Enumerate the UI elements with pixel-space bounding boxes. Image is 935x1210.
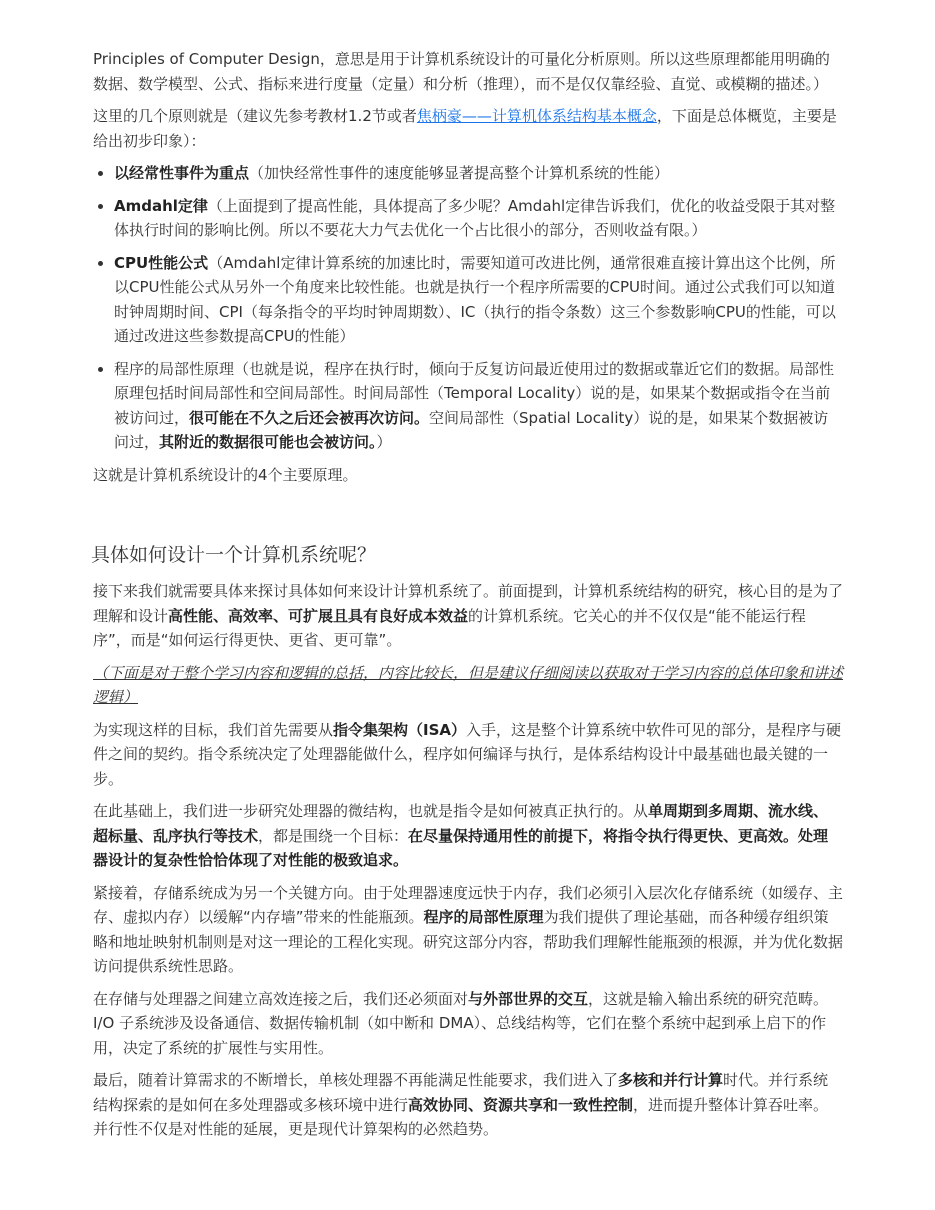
- principles-list: [93, 161, 843, 455]
- section-paragraph-parallel: 最后，随着计算需求的不断增长，单核处理器不再能满足性能要求，我们进入了多核和并行计算时代。并行系统结构探索的是如何在多处理器或多核环境中进行高效协同、资源共享和一致性控制，进而提升整体计算吞吐率。并行性不仅是对性能的延展，更是现代计算架构的必然趋势。: [93, 1071, 829, 1138]
- summary-paragraph: 这就是计算机系统设计的4个主要原理。: [93, 465, 358, 484]
- list-item: • Amdahl定律（上面提到了提高性能，具体提高了多少呢？Amdahl定律告诉我们，优化的收益受限于其对整体执行时间的影响比例。所以不要花大力气去优化一个占比很小的部分，否则收益有限。）: [114, 194, 843, 243]
- section-paragraph-goal: 接下来我们就需要具体来探讨具体如何来设计计算机系统了。前面提到，计算机系统结构的研究，核心目的是为了理解和设计高性能、高效率、可扩展且具有良好成本效益的计算机系统。它关心的并不仅仅是“能不能运行程序”，而是“如何运行得更快、更省、更可靠”。: [93, 582, 844, 649]
- principles-intro-paragraph: 这里的几个原则就是（建议先参考教材1.2节或者焦柄豪——计算机体系结构基本概念，下面是总体概览，主要是给出初步印象）：: [93, 107, 837, 150]
- list-item: • 程序的局部性原理（也就是说，程序在执行时，倾向于反复访问最近使用过的数据或靠近它们的数据。局部性原理包括时间局部性和空间局部性。时间局部性（Temporal Locality）说的是，如果某个数据或指令在当前被访问过，很可能在不久之后还会被再次访问。空间局部性（Spatial Locality）说的是，如果某个数据被访问过，其附近的数据很可能也会被访问。）: [114, 357, 843, 455]
- document-body: [93, 47, 843, 1150]
- section-heading: 具体如何设计一个计算机系统呢？: [91, 544, 377, 566]
- list-item: • 以经常性事件为重点（加快经常性事件的速度能够显著提高整个计算机系统的性能）: [114, 161, 843, 186]
- section-paragraph-memory: 紧接着，存储系统成为另一个关键方向。由于处理器速度远快于内存，我们必须引入层次化存储系统（如缓存、主存、虚拟内存）以缓解“内存墙”带来的性能瓶颈。程序的局部性原理为我们提供了理论基础，而各种缓存组织策略和地址映射机制则是对这一理论的工程化实现。研究这部分内容，帮助我们理解性能瓶颈的根源，并为优化数据访问提供系统性思路。: [93, 883, 844, 975]
- section-paragraph-microarchitecture: 在此基础上，我们进一步研究处理器的微结构，也就是指令是如何被真正执行的。从单周期到多周期、流水线、超标量、乱序执行等技术，都是围绕一个目标：在尽量保持通用性的前提下，将指令执行得更快、更高效。处理器设计的复杂性恰恰体现了对性能的极致追求。: [93, 802, 829, 869]
- list-item: • CPU性能公式（Amdahl定律计算系统的加速比时，需要知道可改进比例，通常很难直接计算出这个比例，所以CPU性能公式从另外一个角度来比较性能。也就是执行一个程序所需要的CPU时间。通过公式我们可以知道时钟周期时间、CPI（每条指令的平均时钟周期数）、IC（执行的指令条数）这三个参数影响CPU的性能，可以通过改进这些参数提高CPU的性能）: [114, 251, 843, 349]
- reference-link[interactable]: 焦柄豪——计算机体系结构基本概念: [416, 107, 657, 125]
- section-paragraph-io: 在存储与处理器之间建立高效连接之后，我们还必须面对与外部世界的交互，这就是输入输出系统的研究范畴。I/O 子系统涉及设备通信、数据传输机制（如中断和 DMA）、总线结构等，它们在整个系统中起到承上启下的作用，决定了系统的扩展性与实用性。: [93, 989, 829, 1057]
- reading-note: （下面是对于整个学习内容和逻辑的总括，内容比较长，但是建议仔细阅读以获取对于学习内容的总体印象和讲述逻辑）: [93, 663, 844, 706]
- section-paragraph-isa: 为实现这样的目标，我们首先需要从指令集架构（ISA）入手，这是整个计算系统中软件可见的部分，是程序与硬件之间的契约。指令系统决定了处理器能做什么，程序如何编译与执行，是体系结构设计中最基础也最关键的一步。: [93, 720, 842, 788]
- intro-paragraph: Principles of Computer Design，意思是用于计算机系统设计的可量化分析原则。所以这些原理都能用明确的数据、数学模型、公式、指标来进行度量（定量）和分析（推理），而不是仅仅靠经验、直觉、或模糊的描述。）: [93, 50, 830, 93]
